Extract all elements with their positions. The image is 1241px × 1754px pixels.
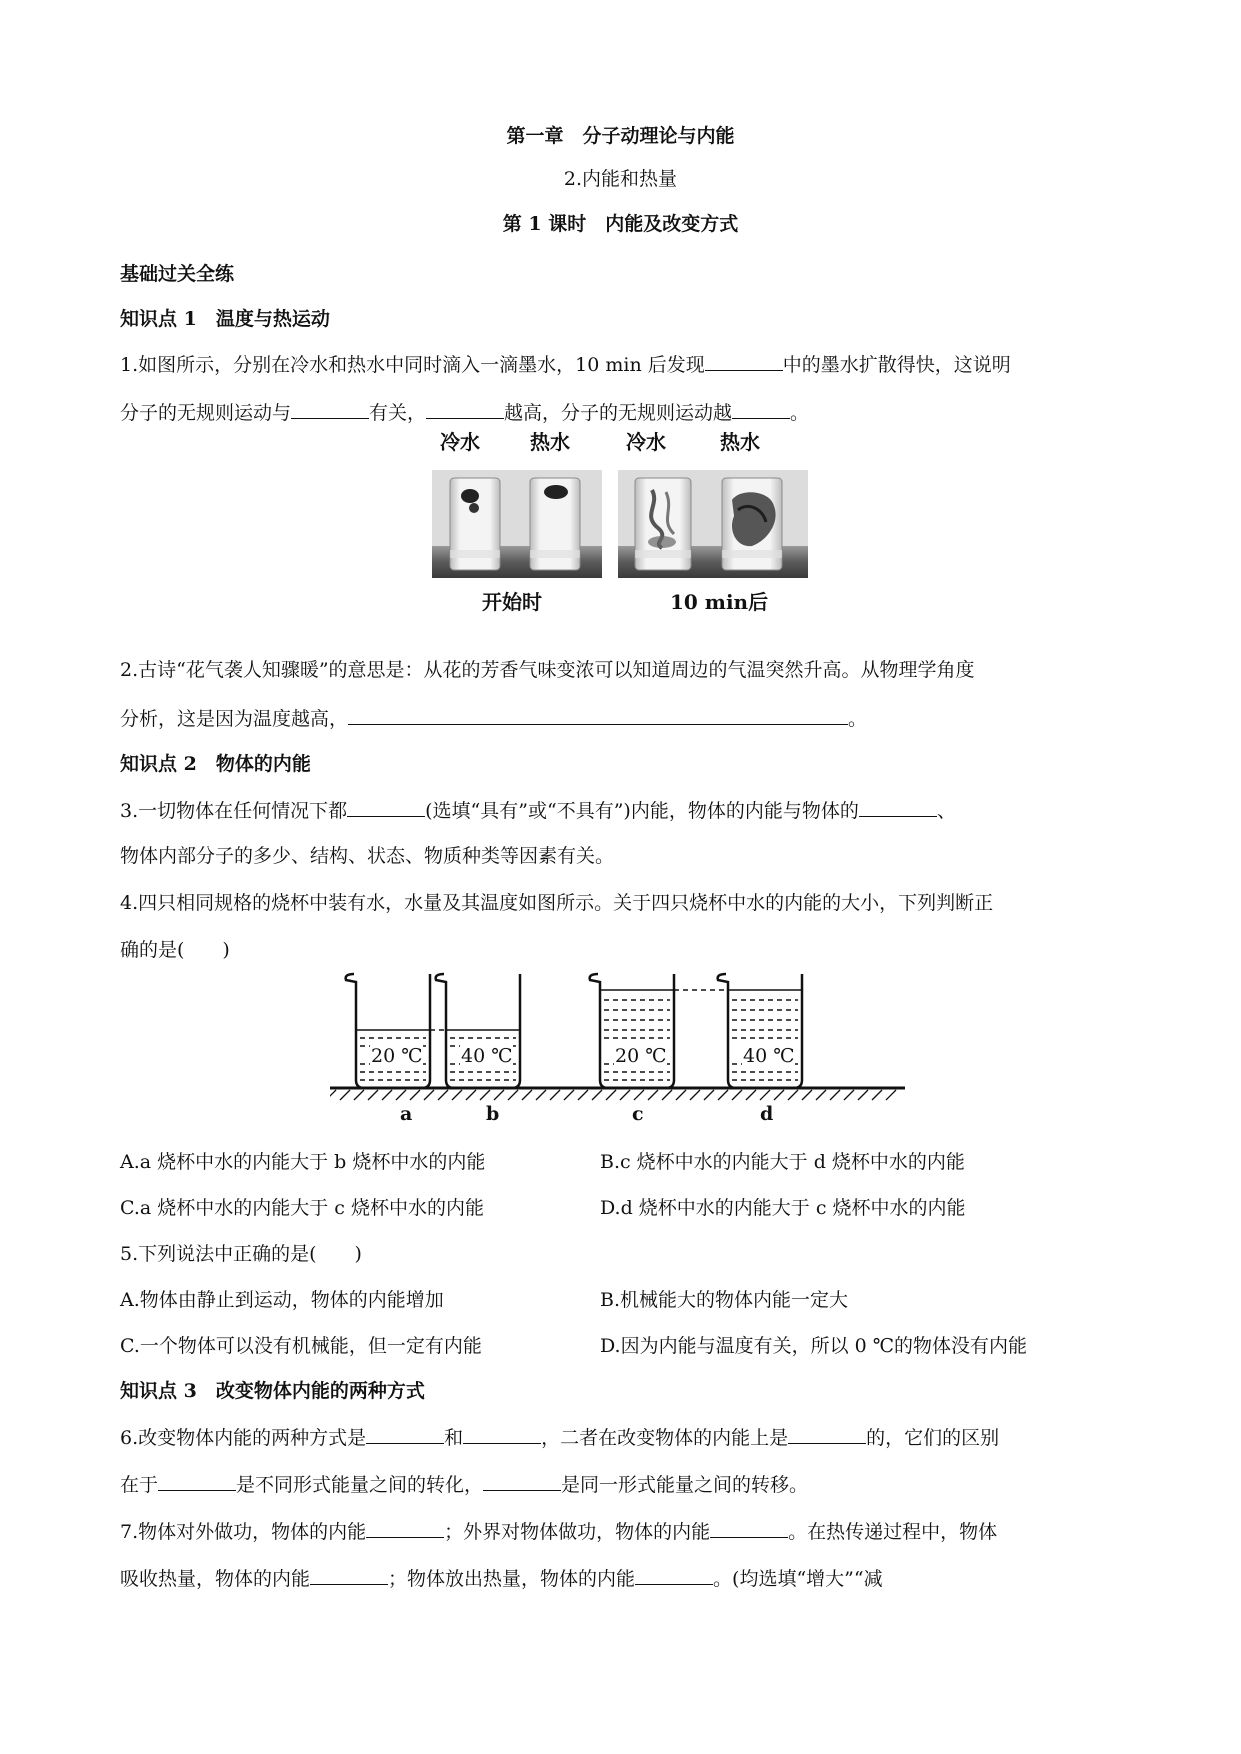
q1-text-6: 。 xyxy=(790,402,810,424)
section-title: 2.内能和热量 xyxy=(563,168,678,190)
q1-blank-1[interactable] xyxy=(705,352,783,371)
practice-heading: 基础过关全练 xyxy=(120,263,235,285)
question-2-line-1: 2.古诗“花气袭人知骤暖”的意思是：从花的芳香气味变浓可以知道周边的气温突然升高。从物理学角度 xyxy=(120,659,975,681)
q4-option-b[interactable]: B.c 烧杯中水的内能大于 d 烧杯中水的内能 xyxy=(600,1151,965,1173)
q2-text-1: 分析，这是因为温度越高， xyxy=(120,708,349,730)
ink-drop-hot-start xyxy=(544,485,568,499)
lesson-title: 第 1 课时 内能及改变方式 xyxy=(502,213,739,235)
ink-diffusion-figure xyxy=(430,430,810,620)
q6-text-3: ，二者在改变物体的内能上是 xyxy=(541,1427,789,1449)
q4-option-d[interactable]: D.d 烧杯中水的内能大于 c 烧杯中水的内能 xyxy=(600,1197,966,1219)
knowledge-point-1-title: 知识点 1 温度与热运动 xyxy=(120,308,330,330)
question-3-line-1 xyxy=(120,798,956,823)
question-2-line-2 xyxy=(120,706,867,731)
q3-blank-1[interactable] xyxy=(347,798,425,817)
q6-blank-5[interactable] xyxy=(483,1472,561,1491)
q5-option-c[interactable]: C.一个物体可以没有机械能，但一定有内能 xyxy=(120,1335,482,1357)
ink-drop-cold-start xyxy=(461,489,479,503)
q7-blank-1[interactable] xyxy=(366,1519,444,1538)
q4-option-c[interactable]: C.a 烧杯中水的内能大于 c 烧杯中水的内能 xyxy=(120,1197,484,1219)
beaker-b xyxy=(436,974,520,1088)
q1-blank-3[interactable] xyxy=(426,400,504,419)
q7-blank-2[interactable] xyxy=(710,1519,788,1538)
q6-blank-3[interactable] xyxy=(788,1425,866,1444)
label-cold-water-1: 冷水 xyxy=(440,430,480,454)
label-hot-water-1: 热水 xyxy=(530,430,570,454)
q6-text-6: 是不同形式能量之间的转化， xyxy=(236,1474,484,1496)
q1-blank-2[interactable] xyxy=(291,400,369,419)
knowledge-point-2-title: 知识点 2 物体的内能 xyxy=(120,753,311,775)
q6-text-2: 和 xyxy=(444,1427,464,1449)
question-4-line-2: 确的是( ) xyxy=(120,939,230,961)
q6-text-5: 在于 xyxy=(120,1474,159,1496)
beaker-a xyxy=(346,974,430,1088)
beaker-b-label: b xyxy=(486,1103,500,1125)
q5-option-d[interactable]: D.因为内能与温度有关，所以 0 ℃的物体没有内能 xyxy=(600,1335,1028,1357)
q6-blank-1[interactable] xyxy=(366,1425,444,1444)
q7-blank-3[interactable] xyxy=(310,1566,388,1585)
beaker-d-temp: 40 ℃ xyxy=(743,1045,795,1067)
q1-text-4: 有关， xyxy=(369,402,427,424)
q2-blank[interactable] xyxy=(348,706,848,725)
beaker-d-label: d xyxy=(760,1103,774,1125)
q2-text-2: 。 xyxy=(848,708,868,730)
q6-blank-2[interactable] xyxy=(463,1425,541,1444)
beaker-b-temp: 40 ℃ xyxy=(461,1045,513,1067)
question-3-line-2: 物体内部分子的多少、结构、状态、物质种类等因素有关。 xyxy=(120,845,615,867)
question-6-line-1 xyxy=(120,1425,999,1450)
q7-text-5: ；物体放出热量，物体的内能 xyxy=(388,1568,636,1590)
question-6-line-2 xyxy=(120,1472,808,1497)
question-5-stem: 5.下列说法中正确的是( ) xyxy=(120,1243,362,1265)
q6-text-1: 6.改变物体内能的两种方式是 xyxy=(120,1427,367,1449)
q3-blank-2[interactable] xyxy=(859,798,937,817)
q4-option-a[interactable]: A.a 烧杯中水的内能大于 b 烧杯中水的内能 xyxy=(120,1151,486,1173)
q5-option-b[interactable]: B.机械能大的物体内能一定大 xyxy=(600,1289,849,1311)
q3-text-1: 3.一切物体在任何情况下都 xyxy=(120,800,348,822)
q6-blank-4[interactable] xyxy=(158,1472,236,1491)
chapter-title: 第一章 分子动理论与内能 xyxy=(506,125,735,147)
question-1-line-1 xyxy=(120,352,1011,377)
knowledge-point-3-title: 知识点 3 改变物体内能的两种方式 xyxy=(120,1380,425,1402)
q1-text-5: 越高，分子的无规则运动越 xyxy=(504,402,733,424)
q5-option-a[interactable]: A.物体由静止到运动，物体的内能增加 xyxy=(120,1289,444,1311)
q6-text-4: 的，它们的区别 xyxy=(866,1427,1000,1449)
q7-text-2: ；外界对物体做功，物体的内能 xyxy=(444,1521,711,1543)
beaker-c-temp: 20 ℃ xyxy=(615,1045,667,1067)
question-1-line-2 xyxy=(120,400,809,425)
question-4-line-1: 4.四只相同规格的烧杯中装有水，水量及其温度如图所示。关于四只烧杯中水的内能的大小，下列判断正 xyxy=(120,892,994,914)
q1-text-1: 1.如图所示，分别在冷水和热水中同时滴入一滴墨水，10 min 后发现 xyxy=(120,354,705,376)
q1-text-3: 分子的无规则运动与 xyxy=(120,402,292,424)
question-7-line-2 xyxy=(120,1566,883,1591)
beaker-c-label: c xyxy=(632,1103,644,1125)
beaker-d xyxy=(718,974,802,1088)
label-cold-water-2: 冷水 xyxy=(626,430,666,454)
ground-hatching xyxy=(330,1090,896,1100)
q1-blank-4[interactable] xyxy=(732,400,790,419)
q1-text-2: 中的墨水扩散得快，这说明 xyxy=(782,354,1011,376)
q3-text-2: (选填“具有”或“不具有”)内能，物体的内能与物体的 xyxy=(425,800,859,822)
q7-blank-4[interactable] xyxy=(635,1566,713,1585)
question-7-line-1 xyxy=(120,1519,997,1544)
q3-text-3: 、 xyxy=(936,800,956,822)
q7-text-3: 。在热传递过程中，物体 xyxy=(788,1521,998,1543)
beaker-a-temp: 20 ℃ xyxy=(371,1045,423,1067)
q7-text-4: 吸收热量，物体的内能 xyxy=(120,1568,311,1590)
beakers-figure xyxy=(330,968,910,1128)
caption-start: 开始时 xyxy=(482,590,542,614)
label-hot-water-2: 热水 xyxy=(720,430,760,454)
caption-10min: 10 min后 xyxy=(670,590,769,614)
q7-text-1: 7.物体对外做功，物体的内能 xyxy=(120,1521,367,1543)
beaker-a-label: a xyxy=(400,1103,413,1125)
beaker-c xyxy=(590,974,674,1088)
q6-text-7: 是同一形式能量之间的转移。 xyxy=(561,1474,809,1496)
q7-text-6: 。(均选填“增大”“减 xyxy=(713,1568,883,1590)
